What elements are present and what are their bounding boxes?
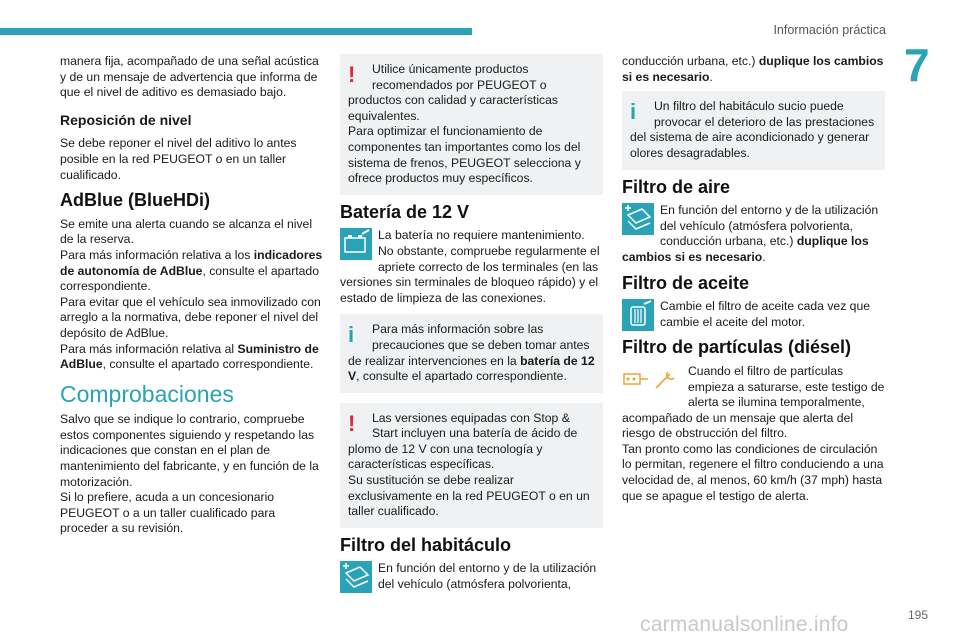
section-title: Información práctica (773, 23, 886, 37)
heading-filtro-particulas: Filtro de partículas (diésel) (622, 337, 852, 358)
paragraph: Se debe reponer el nivel del aditivo lo antes posible en la red PEUGEOT o en un taller cualificado. (60, 136, 297, 182)
info-box: i Para más información sobre las precauciones que se deben tomar antes de realizar intervenciones en la batería de 12 V, consulte el apartado correspondiente. (340, 314, 603, 392)
info-icon: i (348, 322, 355, 348)
column-3 (622, 54, 885, 512)
heading-bateria: Batería de 12 V (340, 201, 470, 222)
page-number: 195 (908, 608, 929, 622)
heading-comprobaciones: Comprobaciones (60, 380, 234, 407)
column-2 (340, 54, 603, 601)
warning-box: ! Las versiones equipadas con Stop & Start incluyen una batería de ácido de plomo de 12 V con una tecnología y características específicas. Su sustitución se debe realizar exclusivamente en la red PEUGEOT o en un taller cualificado. (340, 403, 603, 528)
info-box: i Un filtro del habitáculo sucio puede provocar el deterioro de las prestaciones del sistema de aire acondicionado y generar olores desagradables. (622, 91, 885, 169)
paragraph: Salvo que se indique lo contrario, compruebe estos componentes siguiendo y respetando las indicaciones que constan en el plan de mantenimiento del fabricante, y en función de la motorización. Si lo prefiere, acuda a un concesionario PEUGEOT o a un taller cualificado para proceder a su revisión. (60, 412, 319, 536)
cross-reference: indicadores de autonomía de AdBlue (60, 247, 323, 278)
paragraph: Se emite una alerta cuando se alcanza el nivel de la reserva. Para más información relativa a los indicadores de autonomía de AdBlue, consulte el apartado correspondiente. Para evitar que el vehículo sea inmovilizado con arreglo a la normativa, debe reponer el nivel del depósito de AdBlue. Para más información relativa al Suministro de AdBlue, consulte el apartado correspondiente. (60, 216, 323, 372)
paragraph: Cambie el filtro de aceite cada vez que cambie el aceite del motor. (622, 299, 885, 330)
column-1 (60, 54, 323, 543)
paragraph: En función del entorno y de la utilización del vehículo (atmósfera polvorienta, conducción urbana, etc.) duplique los cambios si es necesario. (622, 203, 879, 264)
paragraph: En función del entorno y de la utilización del vehículo (atmósfera polvorienta, (340, 561, 603, 592)
warning-icon: ! (348, 410, 356, 436)
oil-filter-icon (622, 299, 654, 331)
heading-filtro-aceite: Filtro de aceite (622, 272, 750, 293)
warning-box: ! Utilice únicamente productos recomendados por PEUGEOT o productos con calidad y características equivalentes. Para optimizar el funcionamiento de componentes tan importantes como los del sistema de frenos, PEUGEOT selecciona y ofrece productos muy específicos. (340, 54, 603, 195)
heading-adblue: AdBlue (BlueHDi) (60, 190, 210, 211)
watermark: carmanualsonline.info (640, 613, 849, 636)
info-icon: i (630, 99, 637, 125)
heading-reposicion: Reposición de nivel (60, 111, 192, 128)
paragraph: manera fija, acompañado de una señal acústica y de un mensaje de advertencia que informa de que el nivel de aditivo es demasiado bajo. (60, 54, 319, 100)
cabin-filter-icon (340, 561, 372, 593)
paragraph: La batería no requiere mantenimiento. No obstante, compruebe regularmente el apriete correcto de los terminales (en las versiones sin terminales de bloqueo rápido) y el estado de limpieza de las conexiones. (340, 228, 600, 305)
warning-icon: ! (348, 62, 356, 87)
air-filter-icon (622, 203, 654, 235)
heading-filtro-habitaculo: Filtro del habitáculo (340, 534, 512, 555)
paragraph: conducción urbana, etc.) duplique los cambios si es necesario. (622, 54, 884, 84)
battery-service-icon (340, 228, 372, 260)
particle-filter-warning-icon (622, 364, 682, 396)
header-accent-bar (0, 28, 472, 35)
heading-filtro-aire: Filtro de aire (622, 176, 731, 197)
cross-reference: batería de 12 V (348, 353, 595, 384)
chapter-number: 7 (904, 39, 930, 91)
paragraph: Cuando el filtro de partículas empieza a saturarse, este testigo de alerta se ilumina temporalmente, acompañado de un mensaje que alerta del riesgo de obstrucción del filtro. Tan pronto como las condiciones de circulación lo permitan, regenere el filtro conduciendo a una velocidad de, al menos, 60 km/h (37 mph) hasta que se apague el testigo de alerta. (622, 363, 885, 503)
cross-reference: Suministro de AdBlue (60, 341, 319, 372)
